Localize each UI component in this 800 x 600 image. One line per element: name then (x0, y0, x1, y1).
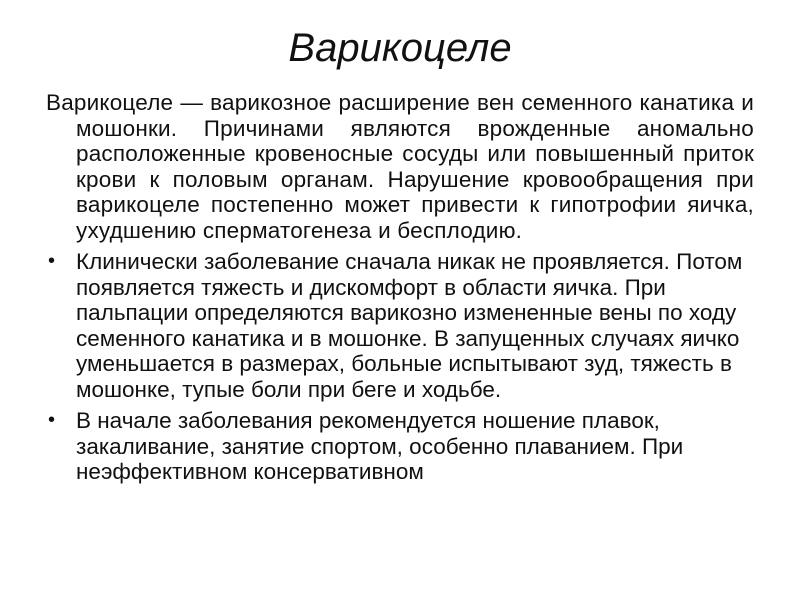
bullet-text: Клинически заболевание сначала никак не проявляется. Потом появляется тяжесть и дискомфорт в области яичка. При пальпации определяются варикозно измененные вены по ходу семенного канатика и в мошонке. В запущенных случаях яичко уменьшается в размерах, больные испытывают зуд, тяжесть в мошонке, тупые боли при беге и ходьбе. (76, 249, 743, 402)
intro-paragraph: Варикоцеле — варикозное расширение вен семенного канатика и мошонки. Причинами являются врожденные аномально расположенные кровеносные сосуды или повышенный приток крови к половым органам. Нарушение кровообращения при варикоцеле постепенно может привести к гипотрофии яичка, ухудшению сперматогенеза и бесплодию. (46, 90, 754, 243)
slide-title: Варикоцеле (288, 26, 512, 70)
slide-content (46, 90, 754, 491)
bullet-item-symptoms (46, 249, 754, 402)
bullet-item-treatment (46, 408, 754, 485)
bullet-icon: • (48, 409, 56, 431)
bullet-text: В начале заболевания рекомендуется ношение плавок, закаливание, занятие спортом, особенно плаванием. При неэффективном консервативном (76, 408, 684, 484)
bullet-list (46, 249, 754, 485)
bullet-icon: • (48, 250, 56, 272)
